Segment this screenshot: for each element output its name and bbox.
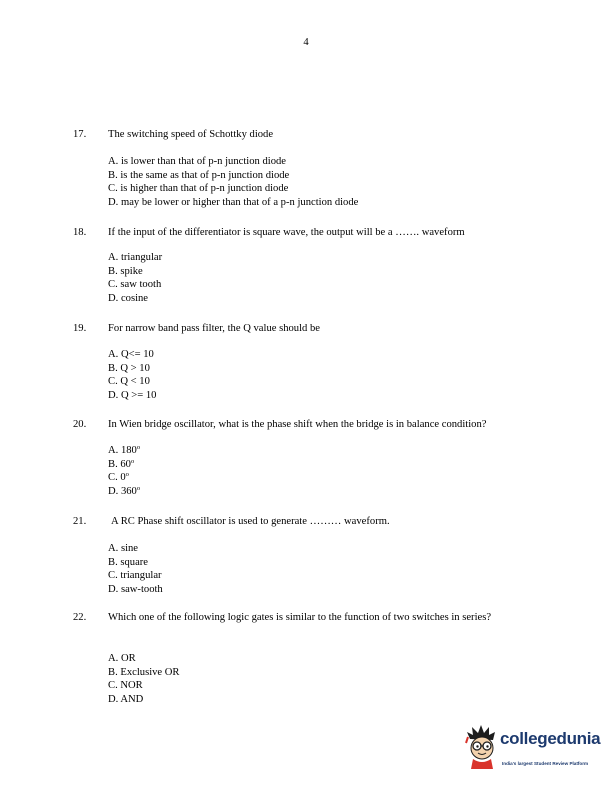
option-d: D. cosine [108, 292, 149, 304]
option-a: A. is lower than that of p-n junction diode [108, 156, 286, 167]
option-d: D. 360$^o$ [108, 484, 141, 497]
option-b: B. 60$^o$ [108, 457, 135, 470]
mascot-icon [464, 723, 502, 771]
options-list [108, 348, 156, 402]
logo-wordmark: collegedunia [500, 729, 601, 748]
option-a: A. triangular [108, 252, 163, 263]
option-b: B. square [108, 556, 149, 568]
option-c: C. triangular [108, 570, 162, 581]
option-c: C. saw tooth [108, 279, 162, 290]
option-c: C. 0$^o$ [108, 471, 129, 483]
page-number: 4 [303, 37, 309, 48]
option-a: A. 180$^o$ [108, 444, 141, 456]
option-c: C. Q < 10 [108, 376, 150, 387]
option-d: D. saw-tooth [108, 583, 163, 595]
options-list [108, 542, 163, 596]
options-list [108, 155, 358, 209]
option-d: D. may be lower or higher than that of a p-n junction diode [108, 196, 359, 208]
question-number: 17. [73, 129, 87, 140]
question-number: 20. [73, 419, 87, 430]
question-text: In Wien bridge oscillator, what is the phase shift when the bridge is in balance condition? [108, 419, 487, 430]
option-b: B. spike [108, 265, 143, 277]
option-c: C. NOR [108, 680, 143, 691]
question-text: If the input of the differentiator is square wave, the output will be a ……. waveform [108, 227, 465, 238]
question-text: A RC Phase shift oscillator is used to generate ……… waveform. [111, 516, 390, 527]
option-d: D. AND [108, 693, 144, 705]
options-list [108, 251, 162, 305]
question-number: 22. [73, 612, 87, 623]
collegedunia-logo [464, 723, 604, 773]
option-a: A. Q<= 10 [108, 349, 154, 360]
question-number: 18. [73, 227, 87, 238]
question-text: The switching speed of Schottky diode [108, 129, 274, 140]
logo-tagline: India's largest Student Review Platform [502, 761, 589, 766]
option-a: A. OR [108, 653, 136, 664]
question-number: 19. [73, 323, 87, 334]
question-number: 21. [73, 516, 87, 527]
options-list [108, 444, 140, 498]
option-a: A. sine [108, 543, 139, 554]
option-d: D. Q >= 10 [108, 389, 157, 401]
options-list [108, 652, 180, 706]
option-c: C. is higher than that of p-n junction diode [108, 183, 289, 194]
question-text: For narrow band pass filter, the Q value should be [108, 323, 320, 334]
question-text: Which one of the following logic gates is similar to the function of two switches in series? [108, 612, 492, 623]
option-b: B. Exclusive OR [108, 666, 180, 678]
option-b: B. Q > 10 [108, 362, 150, 374]
option-b: B. is the same as that of p-n junction diode [108, 169, 290, 181]
